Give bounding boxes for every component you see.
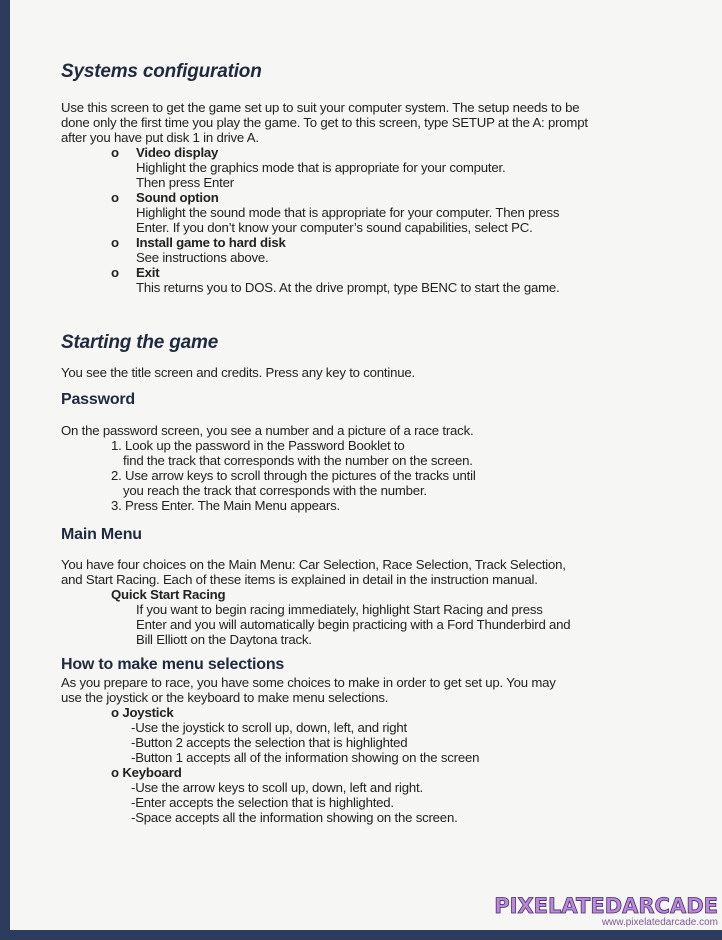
option-sound — [61, 190, 661, 235]
step-first-line: 3. Press Enter. The Main Menu appears. — [111, 498, 340, 513]
keyboard-title: o Keyboard — [111, 765, 182, 780]
password-step — [61, 498, 661, 513]
joystick-line: -Use the joystick to scroll up, down, left, and right — [131, 720, 407, 735]
watermark-logo: PIXELATEDARCADE — [494, 894, 718, 918]
option-line: See instructions above. — [136, 250, 269, 265]
starting-text: You see the title screen and credits. Press any key to continue. — [61, 365, 415, 380]
option-title: Install game to hard disk — [136, 235, 286, 250]
starting-heading: Starting the game — [61, 332, 219, 353]
quick-start-title: Quick Start Racing — [111, 587, 226, 602]
watermark — [494, 895, 718, 928]
selections-intro-line: As you prepare to race, you have some choices to make in order to get set up. You may — [61, 675, 556, 690]
bullet-marker: o — [111, 265, 119, 280]
keyboard-line: -Use the arrow keys to scoll up, down, left and right. — [131, 780, 423, 795]
option-line: Enter. If you don’t know your computer’s sound capabilities, select PC. — [136, 220, 533, 235]
option-exit — [61, 265, 661, 295]
option-line: Then press Enter — [136, 175, 234, 190]
document-content — [61, 60, 661, 825]
keyboard-line: -Enter accepts the selection that is highlighted. — [131, 795, 394, 810]
document-page — [10, 0, 722, 930]
option-line: Highlight the sound mode that is appropriate for your computer. Then press — [136, 205, 560, 220]
systems-intro-line: Use this screen to get the game set up to suit your computer system. The setup needs to be — [61, 100, 580, 115]
watermark-url: www.pixelatedarcade.com — [601, 917, 718, 928]
step-first-line: 2. Use arrow keys to scroll through the pictures of the tracks until — [111, 468, 476, 483]
keyboard-line: -Space accepts all the information showing on the screen. — [131, 810, 458, 825]
option-line: This returns you to DOS. At the drive prompt, type BENC to start the game. — [136, 280, 560, 295]
step-first-line: 1. Look up the password in the Password Booklet to — [111, 438, 405, 453]
selections-heading: How to make menu selections — [61, 656, 285, 673]
bullet-marker: o — [111, 235, 119, 250]
password-heading: Password — [61, 391, 135, 408]
option-install — [61, 235, 661, 265]
password-step — [61, 468, 661, 498]
step-rest-line: find the track that corresponds with the number on the screen. — [123, 453, 473, 468]
option-line: Highlight the graphics mode that is appropriate for your computer. — [136, 160, 506, 175]
bullet-marker: o — [111, 190, 119, 205]
password-step — [61, 438, 661, 468]
joystick-line: -Button 1 accepts all of the information showing on the screen — [131, 750, 480, 765]
main-menu-intro-line: and Start Racing. Each of these items is explained in detail in the instruction manual. — [61, 572, 538, 587]
systems-intro-line: done only the first time you play the game. To get to this screen, type SETUP at the A: prompt — [61, 115, 588, 130]
selections-intro-line: use the joystick or the keyboard to make menu selections. — [61, 690, 389, 705]
password-intro: On the password screen, you see a number and a picture of a race track. — [61, 423, 474, 438]
systems-heading: Systems configuration — [61, 61, 262, 82]
bullet-marker: o — [111, 145, 119, 160]
systems-intro-line: after you have put disk 1 in drive A. — [61, 130, 259, 145]
option-title: Video display — [136, 145, 219, 160]
main-menu-intro-line: You have four choices on the Main Menu: Car Selection, Race Selection, Track Selection, — [61, 557, 566, 572]
option-title: Exit — [136, 265, 160, 280]
option-title: Sound option — [136, 190, 219, 205]
quick-start-line: Enter and you will automatically begin practicing with a Ford Thunderbird and — [136, 617, 571, 632]
quick-start-line: If you want to begin racing immediately, highlight Start Racing and press — [136, 602, 543, 617]
joystick-title: o Joystick — [111, 705, 174, 720]
joystick-line: -Button 2 accepts the selection that is highlighted — [131, 735, 408, 750]
quick-start-line: Bill Elliott on the Daytona track. — [136, 632, 312, 647]
option-video — [61, 145, 661, 190]
main-menu-heading: Main Menu — [61, 526, 142, 543]
step-rest-line: you reach the track that corresponds with the number. — [123, 483, 427, 498]
